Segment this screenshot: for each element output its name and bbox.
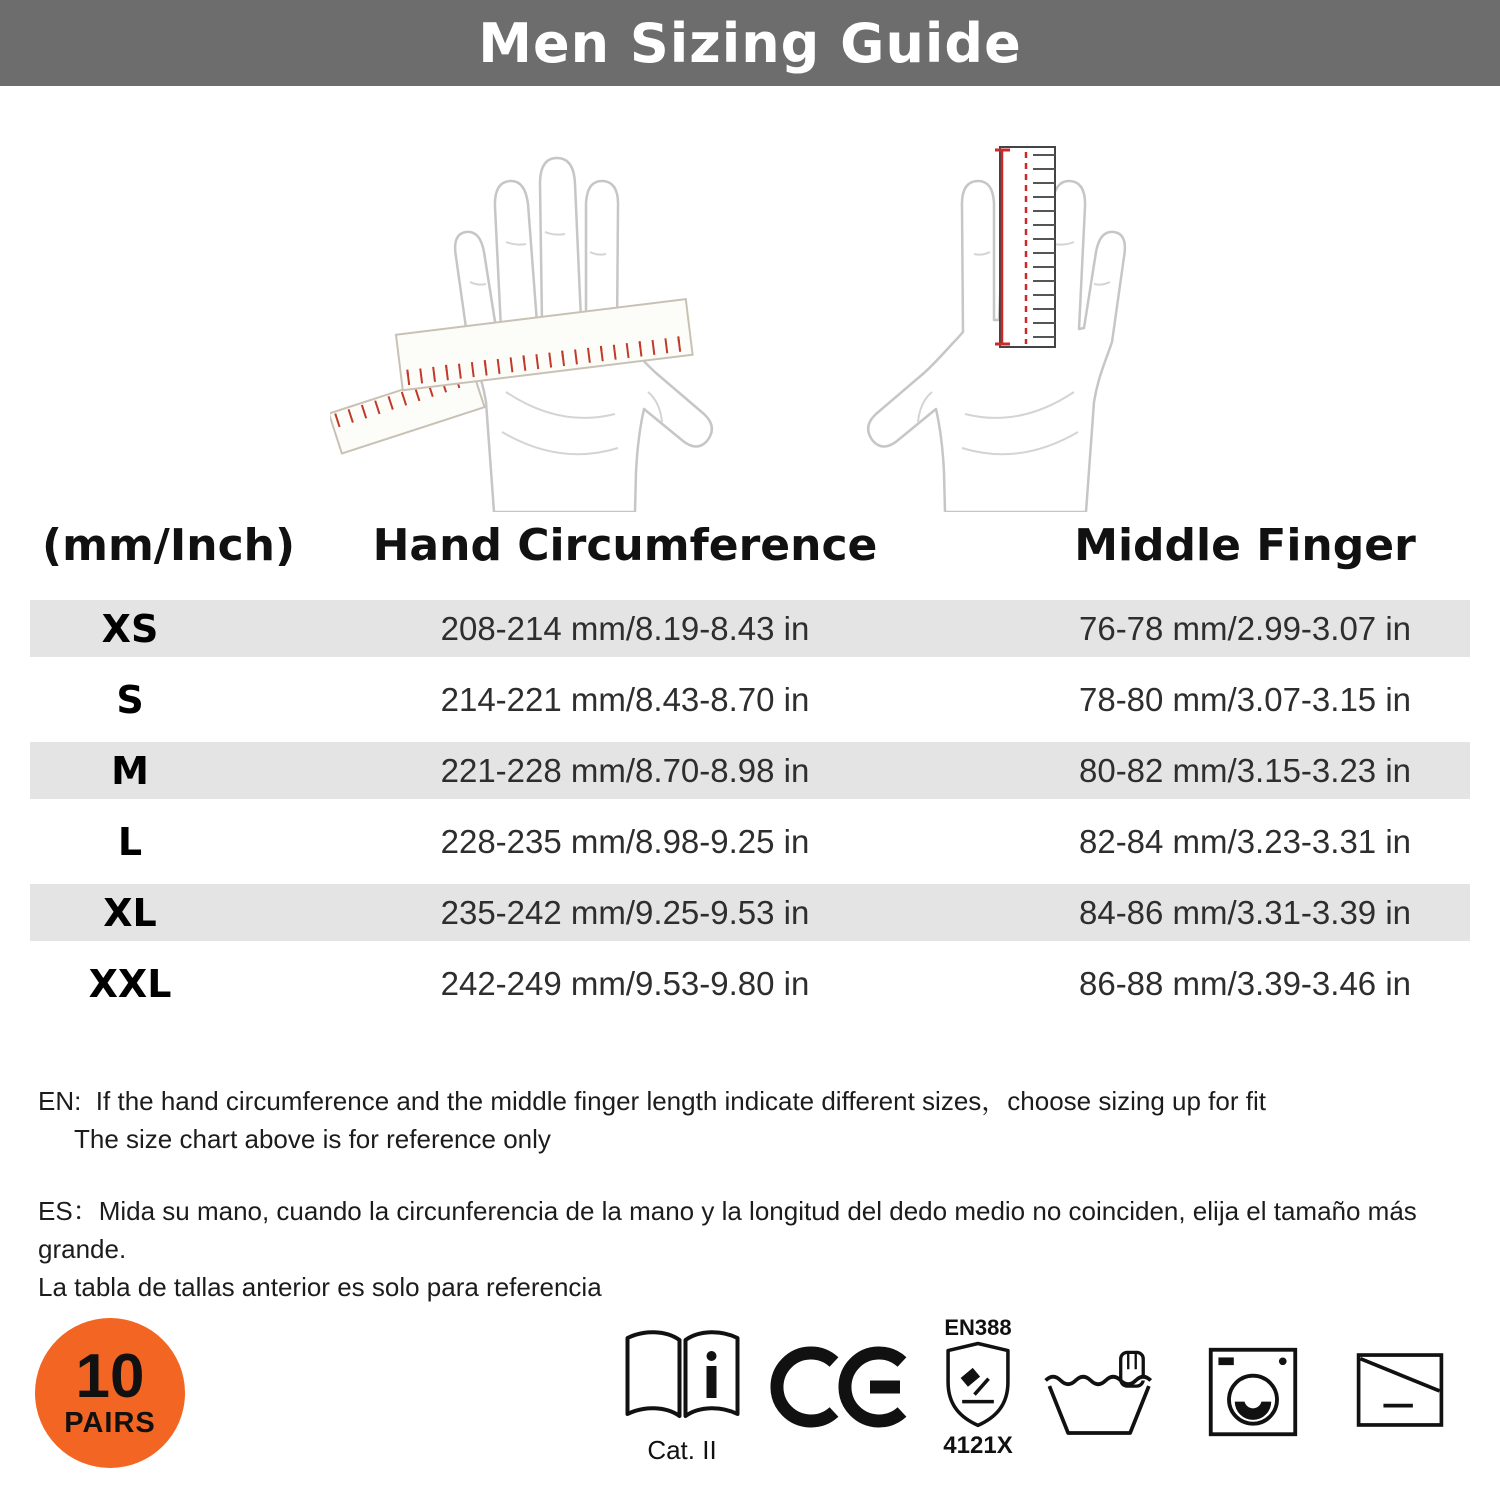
- table-row: [30, 955, 1470, 1012]
- middle-finger-value: 86-88 mm/3.39-3.46 in: [1078, 964, 1411, 1002]
- pairs-label: PAIRS: [64, 1406, 156, 1439]
- pairs-count-badge: [35, 1318, 185, 1468]
- iron-icon-block: [1352, 1350, 1447, 1435]
- table-row: [30, 600, 1470, 657]
- instruction-manual-block: [612, 1328, 752, 1466]
- hand-wash-icon: [1040, 1348, 1162, 1443]
- note-es-label: ES：: [38, 1196, 99, 1226]
- note-spanish: [38, 1192, 1500, 1306]
- middle-finger-value: 78-80 mm/3.07-3.15 in: [1078, 680, 1411, 718]
- note-en-line2: The size chart above is for reference only: [74, 1124, 551, 1154]
- table-row: [30, 813, 1470, 870]
- hand-measure-ruler-illustration: [850, 92, 1170, 512]
- hand-circumference-value: 242-249 mm/9.53-9.80 in: [440, 964, 810, 1002]
- middle-finger-value: 82-84 mm/3.23-3.31 in: [1078, 822, 1411, 860]
- middle-finger-value: 84-86 mm/3.31-3.39 in: [1078, 893, 1411, 931]
- unit-column-header: (mm/Inch): [42, 520, 296, 571]
- table-row: [30, 671, 1470, 728]
- middle-finger-value: 76-78 mm/2.99-3.07 in: [1078, 609, 1411, 647]
- ce-mark-icon: [770, 1342, 910, 1432]
- instruction-manual-icon: [615, 1328, 750, 1428]
- ce-mark-block: [770, 1342, 910, 1437]
- note-en-line1: If the hand circumference and the middle finger length indicate different sizes，choose sizing up for fit: [95, 1086, 1266, 1116]
- size-label: M: [111, 748, 149, 793]
- size-label: XL: [103, 890, 157, 935]
- hand-circumference-value: 221-228 mm/8.70-8.98 in: [440, 751, 810, 789]
- hand-circumference-column-header: Hand Circumference: [372, 520, 878, 571]
- iron-icon: [1354, 1350, 1446, 1430]
- pairs-count: 10: [75, 1341, 145, 1411]
- size-label: XXL: [88, 961, 172, 1006]
- middle-finger-column-header: Middle Finger: [1074, 520, 1416, 571]
- hand-circumference-value: 235-242 mm/9.25-9.53 in: [440, 893, 810, 931]
- size-table: [30, 600, 1470, 1026]
- hand-circumference-illustration: [330, 92, 730, 517]
- middle-finger-value: 80-82 mm/3.15-3.23 in: [1078, 751, 1411, 789]
- machine-wash-icon: [1205, 1344, 1301, 1440]
- page-title: Men Sizing Guide: [478, 11, 1022, 75]
- en388-block: [922, 1316, 1034, 1459]
- hand-circumference-value: 228-235 mm/8.98-9.25 in: [440, 822, 810, 860]
- note-en-label: EN:: [38, 1086, 82, 1116]
- header-banner: [0, 0, 1500, 86]
- size-label: L: [117, 819, 143, 864]
- hand-circumference-value: 208-214 mm/8.19-8.43 in: [440, 609, 810, 647]
- en388-shield-icon: [940, 1340, 1016, 1428]
- note-es-line1: Mida su mano, cuando la circunferencia de la mano y la longitud del dedo medio no coinciden, elija el tamaño más grande.: [38, 1196, 1417, 1264]
- table-row: [30, 884, 1470, 941]
- note-english: [38, 1082, 1266, 1158]
- en388-rating-code: 4121X: [943, 1432, 1013, 1459]
- size-label: XS: [101, 606, 159, 651]
- manual-category-label: Cat. II: [647, 1435, 717, 1465]
- hand-measure-tape-illustration: [330, 92, 730, 512]
- en388-title: EN388: [944, 1315, 1012, 1340]
- machine-wash-block: [1203, 1344, 1303, 1445]
- note-es-line2: La tabla de tallas anterior es solo para referencia: [38, 1272, 602, 1302]
- size-label: S: [116, 677, 144, 722]
- middle-finger-illustration: [850, 92, 1170, 517]
- hand-wash-block: [1038, 1348, 1163, 1448]
- table-row: [30, 742, 1470, 799]
- hand-circumference-value: 214-221 mm/8.43-8.70 in: [440, 680, 810, 718]
- table-header-row: [30, 520, 1470, 571]
